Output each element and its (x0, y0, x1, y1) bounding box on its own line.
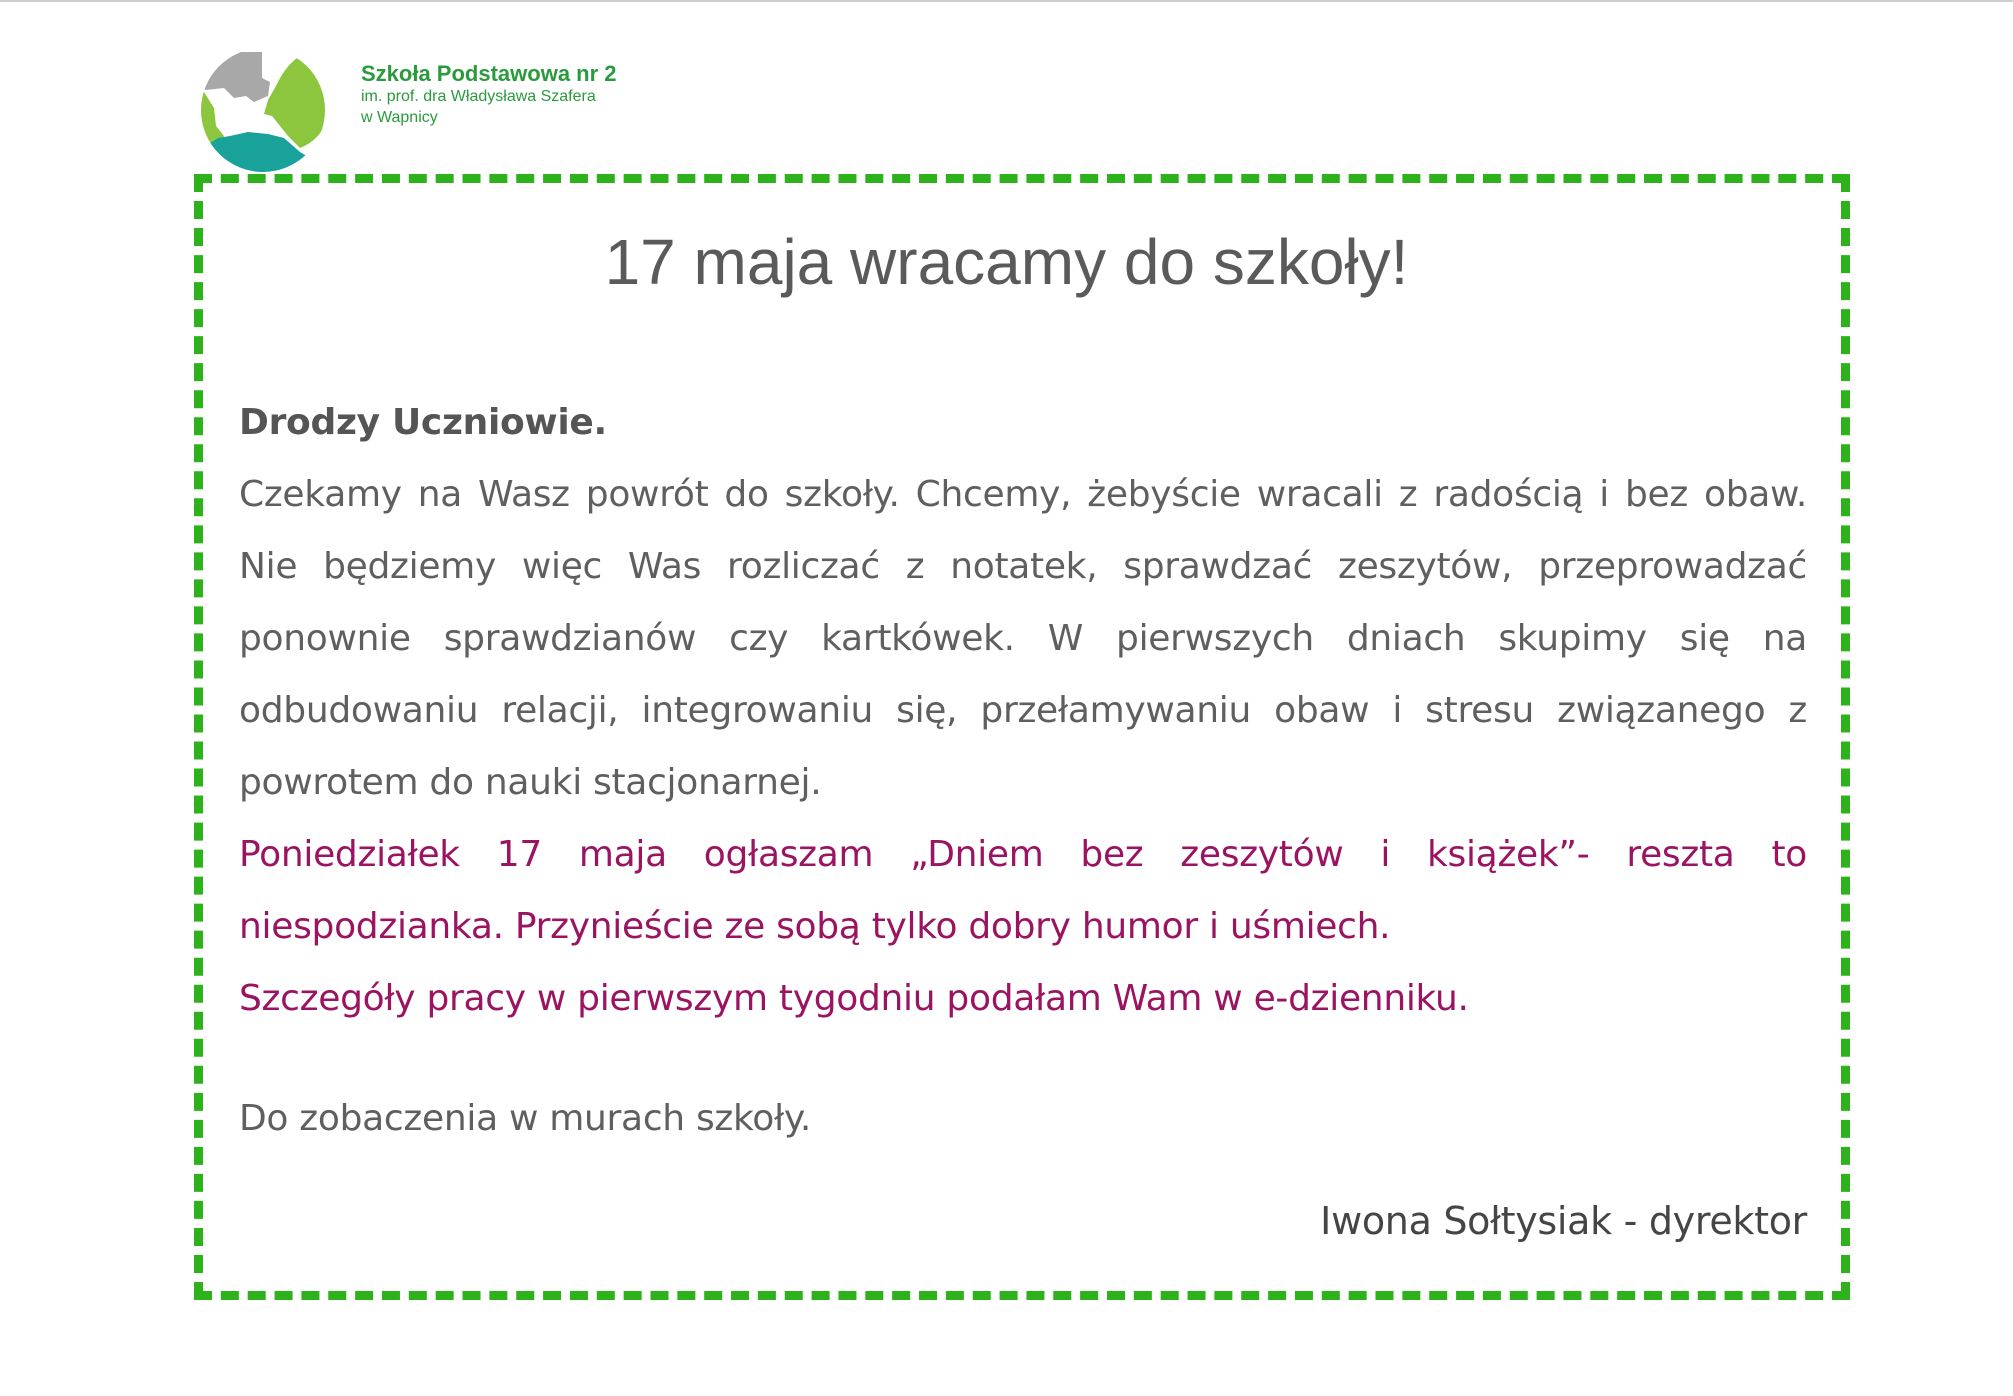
letter-body (239, 387, 1807, 1155)
page-title: 17 maja wracamy do szkoły! (604, 226, 1409, 298)
letter-closing: Do zobaczenia w murach szkoły. (239, 1098, 811, 1139)
school-name-line1: Szkoła Podstawowa nr 2 (361, 61, 617, 86)
school-name-line2: im. prof. dra Władysława Szafera (361, 88, 596, 105)
school-logo-map-icon (190, 52, 340, 172)
top-divider (0, 0, 2013, 2)
school-name-line3: w Wapnicy (361, 109, 438, 126)
school-name (361, 62, 617, 128)
letter-paragraph-details: Szczegóły pracy w pierwszym tygodniu podałam Wam w e-dzienniku. (239, 978, 1469, 1019)
letter-paragraph-main: Czekamy na Wasz powrót do szkoły. Chcemy, żebyście wracali z radością i bez obaw. Nie będziemy więc Was rozliczać z notatek, sprawdzać zeszytów, przeprowadzać ponownie sprawdzianów czy kartkówek. W pierwszych dniach skupimy się na odbudowaniu relacji, integrowaniu się, przełamywaniu obaw i stresu związanego z powrotem do nauki stacjonarnej. (239, 474, 1807, 803)
letter-paragraph-announcement: Poniedziałek 17 maja ogłaszam „Dniem bez zeszytów i książek”- reszta to niespodzianka. Przynieście ze sobą tylko dobry humor i uśmiech. (239, 834, 1807, 947)
letter-signature: Iwona Sołtysiak - dyrektor (1320, 1199, 1807, 1243)
paragraph-spacer (239, 1035, 1807, 1083)
letter-greeting: Drodzy Uczniowie. (239, 402, 607, 443)
